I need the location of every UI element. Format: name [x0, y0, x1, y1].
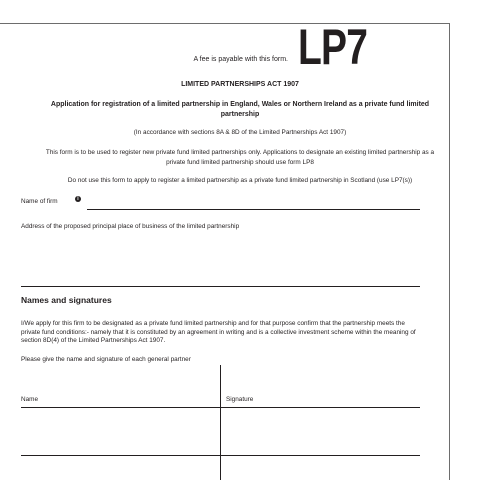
- scotland-note: Do not use this form to apply to register a limited partnership as a private fund limited partnership in Scotland (use LP7(s)): [67, 177, 413, 184]
- page-border-top: [0, 23, 449, 24]
- section-heading: Names and signatures: [21, 295, 112, 305]
- form-code: LP7: [298, 19, 368, 75]
- accordance-note: (In accordance with sections 8A & 8D of the Limited Partnerships Act 1907): [133, 129, 347, 136]
- address-label: Address of the proposed principal place of business of the limited partnership: [21, 223, 240, 230]
- table-header-rule: [21, 407, 420, 408]
- page-border-right: [449, 23, 450, 480]
- fee-note: A fee is payable with this form.: [193, 56, 288, 63]
- application-title: Application for registration of a limited partnership in England, Wales or Northern Ireland as a private fund limited partnership: [50, 101, 430, 118]
- act-title: LIMITED PARTNERSHIPS ACT 1907: [181, 81, 299, 88]
- column-divider: [220, 365, 221, 480]
- declaration-text: I/We apply for this firm to be designated as a private fund limited partnership and for that purpose confirm that the partnership meets the private fund conditions:- namely that it is constituted by an agreement in writing and is a collective investment scheme within the meaning of section 8D(4) of the Limited Partnerships Act 1907.: [21, 320, 416, 344]
- intro-note: This form is to be used to register new private fund limited partnerships only. Applications to designate an existing limited partnership as a private fund limited partnership should use form LP8: [45, 149, 435, 166]
- firm-name-field[interactable]: [87, 209, 420, 210]
- address-field-bottom-rule: [21, 286, 420, 287]
- name-column-header: Name: [21, 396, 39, 403]
- firm-name-label: Name of firm: [21, 198, 58, 205]
- info-icon[interactable]: i: [75, 196, 81, 202]
- table-row-rule: [21, 455, 420, 456]
- signature-column-header: Signature: [226, 396, 254, 403]
- partner-instruction: Please give the name and signature of each general partner: [21, 356, 191, 363]
